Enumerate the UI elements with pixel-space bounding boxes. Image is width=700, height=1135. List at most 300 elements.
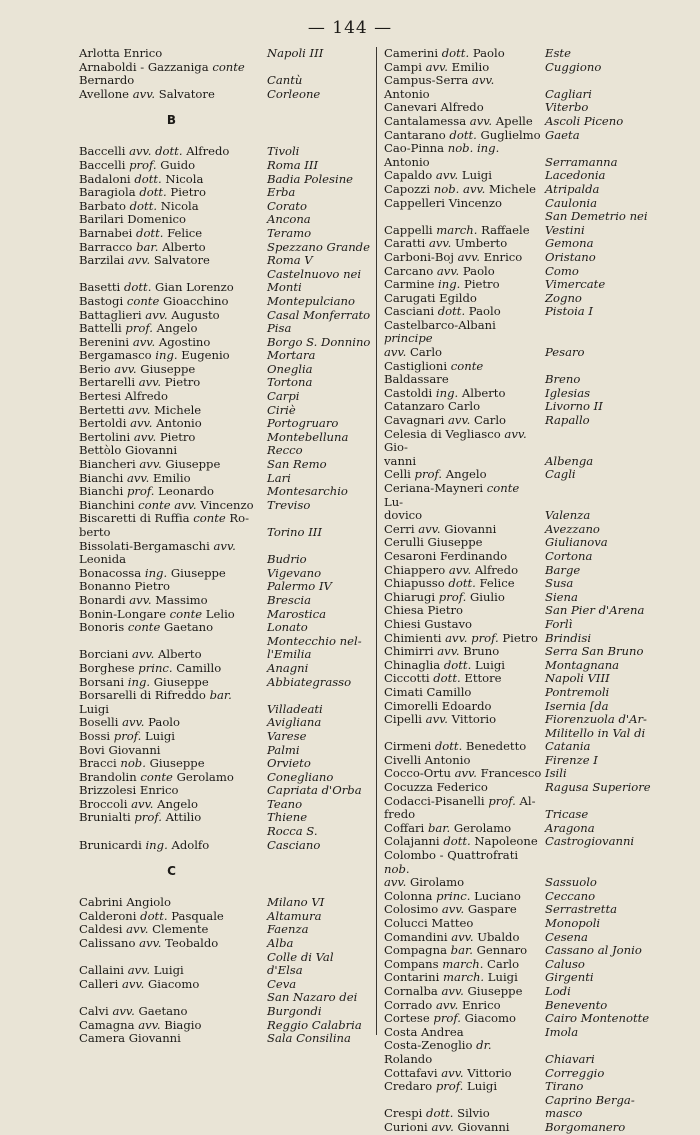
constituency: Castrogiovanni (545, 834, 635, 849)
left-column (79, 47, 372, 1046)
constituency: San Remo (267, 457, 327, 472)
constituency: Cagli (545, 467, 576, 482)
constituency: Viterbo (545, 100, 589, 115)
deputy-entry (384, 129, 700, 143)
deputy-entry (384, 659, 700, 673)
deputy-entry (79, 1032, 372, 1046)
deputy-entry (384, 414, 700, 428)
deputy-name: Cavagnari avv. Carlo (384, 413, 507, 428)
constituency: Fiorenzuola d'Ar- (545, 712, 647, 727)
constituency: Montecchio nel- l'Emilia (267, 633, 362, 662)
deputy-entry (384, 727, 700, 754)
deputy-entry (79, 621, 372, 635)
constituency: Firenze I (545, 752, 598, 767)
deputy-entry (384, 1026, 700, 1040)
deputy-name: Carboni-Boj avv. Enrico (384, 249, 523, 264)
deputy-name: Bertesi Alfredo (79, 389, 168, 404)
constituency: Oristano (545, 249, 596, 264)
constituency: Cassano al Jonio (545, 943, 642, 958)
constituency: Forlì (545, 616, 573, 631)
deputy-name: Ciccotti dott. Ettore (384, 671, 502, 686)
deputy-name: Compagna bar. Gennaro (384, 943, 528, 958)
deputy-entry (79, 744, 372, 758)
deputy-name: Bonoris conte Gaetano (79, 620, 214, 635)
constituency: Serramanna (545, 154, 618, 169)
deputy-name: Boselli avv. Paolo (79, 715, 180, 730)
deputy-name: Credaro prof. Luigi (384, 1079, 498, 1094)
deputy-entry (79, 811, 372, 825)
constituency: Siena (545, 589, 578, 604)
deputy-name: Capaldo avv. Luigi (384, 168, 492, 183)
deputy-name: Brizzolesi Enrico (79, 783, 179, 798)
deputy-entry (79, 923, 372, 937)
deputy-name: Cappelleri Vincenzo (384, 195, 502, 210)
deputy-name: Canevari Alfredo (384, 100, 484, 115)
deputy-name: Calissano avv. Teobaldo (79, 936, 219, 951)
deputy-entry (384, 1067, 700, 1081)
deputy-name: Barracco bar. Alberto (79, 239, 206, 254)
deputy-name: Cerri avv. Giovanni (384, 521, 497, 536)
constituency: Capriata d'Orba (267, 783, 362, 798)
constituency: Cairo Montenotte (545, 1011, 650, 1026)
deputy-name: Crespi dott. Silvio (384, 1106, 490, 1121)
constituency: Oneglia (267, 361, 313, 376)
deputy-entry (384, 237, 700, 251)
deputy-name: Cantarano dott. Guglielmo (384, 127, 541, 142)
deputy-name: Barbato dott. Nicola (79, 198, 199, 213)
deputy-name: Chimirri avv. Bruno (384, 644, 500, 659)
deputy-name: Brunialti prof. Attilio (79, 810, 202, 825)
deputy-entry (79, 47, 372, 61)
deputy-entry (384, 903, 700, 917)
deputy-name: Cottafavi avv. Vittorio (384, 1065, 512, 1080)
constituency: Avigliana (267, 715, 322, 730)
constituency: Rapallo (545, 413, 590, 428)
deputy-name: Cortese prof. Giacomo (384, 1011, 516, 1026)
deputy-entry (384, 536, 700, 550)
deputy-name: Bianchi avv. Emilio (79, 470, 191, 485)
deputy-name: Borsani ing. Giuseppe (79, 674, 209, 689)
deputy-entry (79, 730, 372, 744)
deputy-name: Curioni avv. Giovanni (384, 1119, 510, 1134)
constituency: Milano VI (267, 895, 325, 910)
deputy-entry (384, 210, 700, 237)
constituency: Serrastretta (545, 902, 618, 917)
deputy-name: Chimienti avv. prof. Pietro (384, 630, 538, 645)
constituency: Castelnuovo nei Monti (267, 266, 362, 295)
deputy-name: Carmine ing. Pietro (384, 277, 500, 292)
column-divider (376, 47, 377, 1035)
constituency: Zogno (545, 290, 582, 305)
deputy-name: Camera Giovanni (79, 1031, 181, 1046)
constituency: Brescia (267, 592, 311, 607)
constituency: Roma V (267, 253, 313, 268)
deputy-name: Broccoli avv. Angelo (79, 796, 198, 811)
deputy-entry (384, 618, 700, 632)
deputy-name: Arlotta Enrico (79, 46, 163, 60)
constituency: Isernia [da (545, 698, 609, 713)
constituency: Tortona (267, 375, 313, 390)
constituency: Cagliari (545, 86, 592, 101)
deputy-name: Camagna avv. Biagio (79, 1017, 202, 1032)
constituency: Serra San Bruno (545, 644, 644, 659)
deputy-entry (79, 145, 372, 159)
constituency: Este (545, 46, 571, 60)
deputy-name: Bertetti avv. Michele (79, 402, 202, 417)
deputy-name: Bianchi prof. Leonardo (79, 484, 215, 499)
deputy-name: Civelli Antonio (384, 752, 471, 767)
deputy-entry (79, 376, 372, 390)
deputy-name: Compans march. Carlo (384, 956, 520, 971)
deputy-name: Bianchini conte avv. Vincenzo (79, 497, 254, 512)
deputy-name: Barnabei dott. Felice (79, 225, 203, 240)
deputy-entry (384, 672, 700, 686)
deputy-name: Baccelli avv. dott. Alfredo (79, 144, 230, 159)
constituency: Montesarchio (267, 484, 348, 499)
constituency: Lodi (545, 983, 571, 998)
deputy-name: Bertolini avv. Pietro (79, 429, 196, 444)
deputy-name: Codacci-Pisanelli prof. Al- fredo (384, 793, 536, 822)
deputy-entry (79, 757, 372, 771)
constituency: Caluso (545, 956, 585, 971)
deputy-name: Calvi avv. Gaetano (79, 1004, 188, 1018)
constituency: Corato (267, 198, 307, 213)
deputy-entry (384, 319, 700, 360)
deputy-entry (79, 798, 372, 812)
deputy-entry (79, 444, 372, 458)
deputy-entry (79, 676, 372, 690)
deputy-name: Berio avv. Giuseppe (79, 361, 196, 376)
deputy-entry (79, 512, 372, 539)
constituency: Thiene (267, 810, 308, 825)
deputy-name: Bergamasco ing. Eugenio (79, 348, 230, 363)
constituency: Borgo S. Donnino (267, 334, 371, 349)
deputy-name: Cimati Camillo (384, 684, 472, 699)
deputy-entry (79, 540, 372, 567)
deputy-name: Cipelli avv. Vittorio (384, 712, 497, 727)
deputy-name: Callaini avv. Luigi (79, 963, 184, 978)
constituency: Albenga (545, 453, 594, 468)
constituency: Tricase (545, 807, 589, 822)
constituency: Valenza (545, 508, 591, 523)
deputy-entry (79, 771, 372, 785)
deputy-entry (79, 1019, 372, 1033)
deputy-name: Basetti dott. Gian Lorenzo (79, 280, 234, 295)
deputy-name: Battelli prof. Angelo (79, 321, 198, 336)
deputy-entry (384, 1012, 700, 1026)
section-heading: C (167, 864, 176, 879)
deputy-entry (79, 910, 372, 924)
constituency: Treviso (267, 497, 311, 512)
deputy-entry (79, 390, 372, 404)
deputy-entry (384, 985, 700, 999)
deputy-entry (79, 594, 372, 608)
deputy-entry (384, 564, 700, 578)
deputy-name: Cocuzza Federico (384, 780, 488, 795)
deputy-name: Borsarelli di Rifreddo bar. Luigi (79, 688, 232, 716)
deputy-entry (384, 61, 700, 75)
deputy-entry (79, 268, 372, 295)
deputy-name: Catanzaro Carlo (384, 399, 481, 414)
deputy-entry (79, 200, 372, 214)
constituency: Anagni (267, 660, 309, 675)
deputy-name: Baragiola dott. Pietro (79, 185, 206, 200)
constituency: Colle di Val d'Elsa (267, 949, 334, 978)
constituency: Casal Monferrato (267, 307, 371, 322)
constituency: Breno (545, 372, 581, 387)
deputy-entry (79, 580, 372, 594)
deputy-name: Bonacossa ing. Giuseppe (79, 565, 226, 580)
deputy-entry (384, 1039, 700, 1066)
constituency: Iglesias (545, 385, 591, 400)
constituency: Tirano (545, 1079, 584, 1094)
deputy-name: Brandolin conte Gerolamo (79, 769, 234, 784)
constituency: Villadeati (267, 701, 323, 716)
deputy-name: Bonardi avv. Massimo (79, 592, 208, 607)
constituency: Tivoli (267, 144, 300, 159)
deputy-entry (384, 387, 700, 401)
page-number: — 144 — (307, 18, 393, 38)
constituency: Como (545, 263, 579, 278)
deputy-entry (79, 485, 372, 499)
deputy-entry (79, 991, 372, 1018)
constituency: Napoli III (267, 46, 324, 60)
deputy-name: Avellone avv. Salvatore (79, 86, 215, 101)
constituency: Portogruaro (267, 416, 339, 431)
deputy-entry (384, 142, 700, 169)
constituency: Vimercate (545, 277, 606, 292)
deputy-name: Casciani dott. Paolo (384, 304, 501, 319)
deputy-entry (79, 662, 372, 676)
deputy-entry (79, 499, 372, 513)
deputy-name: Chiesa Pietro (384, 603, 464, 618)
constituency: Caulonia (545, 195, 598, 210)
deputy-name: Castoldi ing. Alberto (384, 385, 506, 400)
constituency: Sassuolo (545, 875, 597, 890)
constituency: Borgomanero (545, 1119, 626, 1134)
constituency: Palermo IV (267, 579, 332, 594)
deputy-entry (384, 795, 700, 822)
deputy-name: Calleri avv. Giacomo (79, 976, 200, 991)
constituency: Pisa (267, 321, 292, 336)
deputy-entry (384, 971, 700, 985)
deputy-entry (79, 227, 372, 241)
deputy-name: Cimorelli Edoardo (384, 698, 492, 713)
constituency: Cuggiono (545, 59, 602, 74)
deputy-entry (384, 822, 700, 836)
deputy-entry (384, 781, 700, 795)
constituency: Livorno II (545, 399, 603, 414)
deputy-name: Corrado avv. Enrico (384, 997, 501, 1012)
deputy-entry (384, 305, 700, 319)
deputy-entry (384, 265, 700, 279)
constituency: Susa (545, 576, 574, 591)
deputy-entry (384, 604, 700, 618)
constituency: Budrio (267, 552, 307, 567)
constituency: Benevento (545, 997, 608, 1012)
deputy-name: Celesia di Vegliasco avv. Gio- vanni (384, 426, 527, 468)
deputy-entry (384, 835, 700, 849)
deputy-entry (384, 400, 700, 414)
constituency: Monopoli (545, 916, 601, 930)
constituency: Avezzano (545, 521, 600, 536)
constituency: Ceccano (545, 888, 596, 903)
deputy-entry (79, 716, 372, 730)
deputy-name: Bovi Giovanni (79, 742, 161, 757)
deputy-entry (384, 360, 700, 387)
constituency: Rocca S. Casciano (267, 824, 321, 852)
deputy-entry (384, 713, 700, 727)
deputy-name: Comandini avv. Ubaldo (384, 929, 520, 944)
deputy-name: Chiappero avv. Alfredo (384, 562, 519, 577)
deputy-entry (79, 458, 372, 472)
constituency: Montagnana (545, 657, 620, 672)
deputy-entry (79, 88, 372, 102)
deputy-name: Colajanni dott. Napoleone (384, 834, 538, 849)
constituency: Lari (267, 470, 291, 485)
deputy-entry (384, 645, 700, 659)
constituency: Ancona (267, 212, 311, 227)
deputy-entry (79, 689, 372, 716)
deputy-entry (384, 523, 700, 537)
constituency: Roma III (267, 157, 319, 172)
constituency: Badia Polesine (267, 171, 354, 186)
constituency: Chiavari (545, 1051, 595, 1066)
deputy-entry (79, 431, 372, 445)
constituency: Giulianova (545, 535, 608, 550)
constituency: Teano (267, 796, 303, 811)
deputy-entry (79, 404, 372, 418)
deputy-entry (79, 213, 372, 227)
deputy-name: Chiarugi prof. Giulio (384, 589, 505, 604)
deputy-entry (79, 608, 372, 622)
deputy-entry (384, 754, 700, 768)
constituency: Spezzano Grande (267, 239, 370, 254)
deputy-entry (384, 931, 700, 945)
deputy-name: Bertarelli avv. Pietro (79, 375, 201, 390)
constituency: Girgenti (545, 970, 594, 985)
deputy-name: Brunicardi ing. Adolfo (79, 837, 210, 852)
constituency: Recco (267, 443, 303, 458)
deputy-entry (384, 482, 700, 523)
deputy-entry (79, 61, 372, 88)
constituency: San Nazaro dei Burgondi (267, 990, 358, 1018)
deputy-entry (384, 958, 700, 972)
constituency: Cantù (267, 73, 303, 88)
deputy-name: Cao-Pinna nob. ing. Antonio (384, 141, 500, 169)
deputy-name: Berenini avv. Agostino (79, 334, 211, 349)
deputy-name: Cerulli Giuseppe (384, 535, 483, 550)
deputy-entry (384, 292, 700, 306)
deputy-name: Borghese princ. Camillo (79, 660, 222, 675)
deputy-entry (384, 468, 700, 482)
constituency: Napoli VIII (545, 671, 610, 686)
constituency: Barge (545, 562, 581, 577)
constituency: Pesaro (545, 345, 585, 360)
constituency: Lacedonia (545, 168, 606, 183)
constituency: Carpi (267, 389, 300, 404)
deputy-entry (79, 472, 372, 486)
deputy-entry (79, 173, 372, 187)
deputy-name: Castelbarco-Albani principe avv. Carlo (384, 317, 496, 360)
constituency: San Pier d'Arena (545, 603, 645, 618)
constituency: Torino III (267, 525, 322, 539)
deputy-entry (79, 978, 372, 992)
deputy-entry (384, 278, 700, 292)
deputy-name: Cirmeni dott. Benedetto (384, 739, 527, 754)
deputy-name: Contarini march. Luigi (384, 970, 518, 985)
deputy-name: Bissolati-Bergamaschi avv. Leonida (79, 538, 236, 567)
constituency: Gemona (545, 236, 594, 251)
constituency: Caprino Berga- masco (545, 1092, 635, 1121)
constituency: Militello in Val di Catania (545, 725, 646, 754)
deputy-entry (79, 635, 372, 662)
deputy-name: Bertoldi avv. Antonio (79, 416, 202, 431)
deputy-name: Carugati Egildo (384, 290, 477, 305)
deputy-name: Arnaboldi - Gazzaniga conte Bernardo (79, 59, 245, 88)
constituency: Atripalda (545, 181, 600, 196)
deputy-name: Campus-Serra avv. Antonio (384, 73, 495, 101)
constituency: Marostica (267, 606, 327, 621)
deputy-entry (79, 349, 372, 363)
deputy-name: Cabrini Angiolo (79, 895, 171, 910)
constituency: Orvieto (267, 756, 311, 771)
constituency: San Demetrio nei Vestini (545, 209, 648, 237)
deputy-name: Ceriana-Mayneri conte Lu- dovico (384, 481, 520, 523)
constituency: Gaeta (545, 127, 580, 142)
constituency: Ascoli Piceno (545, 113, 624, 128)
deputy-entry (384, 74, 700, 101)
constituency: Erba (267, 185, 296, 200)
constituency: Alba (267, 936, 294, 951)
deputy-name: Cocco-Ortu avv. Francesco (384, 766, 542, 781)
constituency: Cesena (545, 929, 588, 944)
deputy-entry (384, 1080, 700, 1094)
deputy-name: Camerini dott. Paolo (384, 46, 505, 60)
constituency: Mortara (267, 348, 316, 363)
right-column (384, 47, 700, 1135)
deputy-entry (384, 700, 700, 714)
constituency: Ciriè (267, 402, 296, 417)
deputy-entry (384, 115, 700, 129)
deputy-name: Cappelli march. Raffaele (384, 222, 530, 237)
deputy-name: Biscaretti di Ruffia conte Ro- berto (79, 511, 250, 539)
deputy-entry (79, 254, 372, 268)
constituency: Vigevano (267, 565, 322, 580)
deputy-entry (384, 550, 700, 564)
deputy-entry (384, 47, 700, 61)
constituency: Pontremoli (545, 684, 610, 699)
constituency: Sala Consilina (267, 1031, 351, 1046)
deputy-name: Bracci nob. Giuseppe (79, 756, 205, 771)
deputy-entry (384, 183, 700, 197)
deputy-name: Colombo - Quattrofrati nob. avv. Girolamo (384, 848, 519, 890)
deputy-name: Bettòlo Giovanni (79, 443, 178, 458)
deputy-entry (79, 309, 372, 323)
deputy-entry (79, 417, 372, 431)
deputy-name: Biancheri avv. Giuseppe (79, 457, 221, 472)
deputy-entry (79, 241, 372, 255)
deputy-name: Bonanno Pietro (79, 579, 171, 594)
constituency: Ceva (267, 976, 297, 991)
deputy-entry (79, 186, 372, 200)
deputy-name: Barilari Domenico (79, 212, 187, 227)
constituency: Pistoia I (545, 304, 593, 319)
deputy-name: Bastogi conte Gioacchino (79, 293, 229, 308)
deputy-name: Campi avv. Emilio (384, 59, 490, 74)
deputy-entry (384, 101, 700, 115)
constituency: Varese (267, 728, 307, 743)
